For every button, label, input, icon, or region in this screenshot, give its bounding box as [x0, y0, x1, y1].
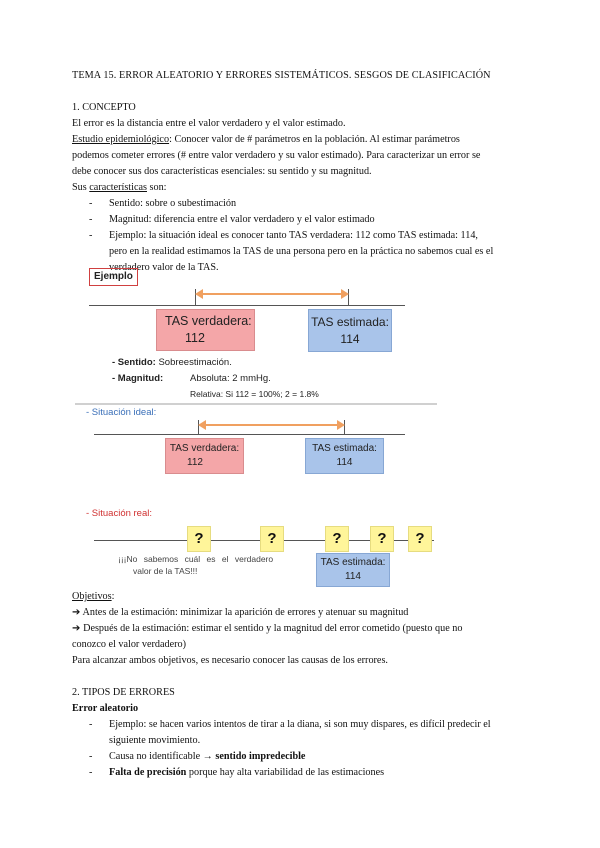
bullet-ejemplo-line3: verdadero valor de la TAS. [109, 262, 219, 273]
objetivo-antes: ➔ Antes de la estimación: minimizar la aparición de errores y atenuar su magnitud [72, 607, 409, 618]
section-heading-tipos: 2. TIPOS DE ERRORES [72, 687, 175, 698]
paragraph-caracteristicas [72, 180, 167, 196]
objetivo-despues-line1: ➔ Después de la estimación: estimar el sentido y la magnitud del error cometido (puesto que no [72, 623, 463, 634]
bullet-precision [109, 765, 384, 781]
caracteristicas-pre: Sus [72, 182, 90, 193]
precision-bold: Falta de precisión [109, 767, 187, 778]
precision-text: porque hay alta variabilidad de las estimaciones [186, 767, 385, 778]
bullet-ejemplo-line2: pero en la realidad estimamos la TAS de una persona pero en la práctica no sabemos cual es el [109, 246, 494, 257]
page-title: TEMA 15. ERROR ALEATORIO Y ERRORES SISTEMÁTICOS. SESGOS DE CLASIFICACIÓN [72, 70, 491, 81]
objetivos-label: Objetivos [72, 591, 112, 602]
arrowhead-right [341, 289, 349, 299]
estimated-value-number: 114 [340, 332, 360, 346]
sentido-label: - Sentido: [112, 357, 156, 368]
real-estimated-label: TAS estimada: [320, 557, 386, 568]
ideal-true-label: TAS verdadera: [169, 443, 240, 454]
true-value-label: TAS verdadera: [165, 314, 252, 328]
question-mark-box: ? [260, 526, 284, 552]
section-heading-concepto: 1. CONCEPTO [72, 102, 136, 113]
paragraph-estudio-line3: debe conocer sus dos características esenciales: su sentido y su magnitud. [72, 166, 372, 177]
objetivo-despues-line2: conozco el valor verdadero) [72, 639, 186, 650]
question-mark-box: ? [187, 526, 211, 552]
subheading-error-aleatorio: Error aleatorio [72, 703, 139, 714]
real-estimated-number: 114 [345, 571, 361, 582]
ideal-estimated-label: TAS estimada: [312, 443, 377, 454]
arrowhead-right [337, 420, 345, 430]
bullet-ejemplo-line1: Ejemplo: la situación ideal es conocer tanto TAS verdadera: 112 como TAS estimada: 114, [109, 230, 478, 241]
bullet-diana-line1: Ejemplo: se hacen varios intentos de tirar a la diana, si son muy dispares, es difícil predecir el [109, 719, 491, 730]
real-estimated-box [316, 553, 390, 587]
ideal-estimated-number: 114 [336, 457, 353, 468]
bullet-dash: - [89, 767, 93, 778]
estimated-value-box [308, 309, 392, 352]
sentido-row [112, 356, 232, 369]
bullet-causa [109, 749, 305, 765]
true-value-box [156, 309, 255, 351]
question-mark-box: ? [325, 526, 349, 552]
estimated-value-label: TAS estimada: [311, 315, 389, 329]
ideal-axis-line [94, 434, 405, 435]
bullet-dash: - [89, 214, 93, 225]
causa-bold: sentido impredecible [215, 751, 306, 762]
bullet-dash: - [89, 751, 93, 762]
question-mark-box: ? [370, 526, 394, 552]
causa-text: Causa no identificable → [109, 751, 216, 762]
unknown-note-line2: valor de la TAS!!! [133, 566, 198, 576]
bullet-sentido: Sentido: sobre o subestimación [109, 198, 237, 209]
estudio-text-1: : Conocer valor de # parámetros en la población. Al estimar parámetros [169, 134, 460, 145]
ideal-difference-arrow [205, 424, 338, 426]
ideal-estimated-box [305, 438, 384, 474]
paragraph-estudio [72, 132, 460, 148]
caracteristicas-post: son: [146, 182, 167, 193]
ejemplo-label: Ejemplo [89, 268, 138, 286]
bullet-dash: - [89, 198, 93, 209]
objetivos-closing: Para alcanzar ambos objetivos, es necesario conocer las causas de los errores. [72, 655, 388, 666]
arrowhead-left [195, 289, 203, 299]
magnitud-absoluta: Absoluta: 2 mmHg. [190, 373, 271, 384]
paragraph-estudio-line2: podemos cometer errores (# entre valor verdadero y su valor estimado). Para caracterizar un error se [72, 150, 481, 161]
caracteristicas-label: características [89, 182, 147, 193]
ideal-true-number: 112 [187, 457, 203, 468]
objetivos-heading [72, 589, 114, 605]
difference-arrow [202, 293, 342, 295]
sentido-value: Sobreestimación. [155, 357, 232, 368]
arrowhead-left [198, 420, 206, 430]
objetivos-colon: : [111, 591, 115, 602]
axis-line [89, 305, 405, 306]
question-mark-box: ? [408, 526, 432, 552]
real-label: - Situación real: [86, 508, 153, 519]
paragraph-definition: El error es la distancia entre el valor verdadero y el valor estimado. [72, 118, 346, 129]
ideal-label: - Situación ideal: [86, 407, 157, 418]
bullet-magnitud: Magnitud: diferencia entre el valor verdadero y el valor estimado [109, 214, 375, 225]
true-value-number: 112 [185, 331, 205, 345]
estudio-label: Estudio epidemiológico [72, 134, 170, 145]
bullet-dash: - [89, 719, 93, 730]
bullet-diana-line2: siguiente movimiento. [109, 735, 201, 746]
bullet-dash: - [89, 230, 93, 241]
figure-top-rule [75, 403, 437, 405]
magnitud-label: - Magnitud: [112, 373, 164, 384]
unknown-note-line1: ¡¡¡No sabemos cuál es el verdadero [118, 554, 274, 564]
magnitud-relativa: Relativa: Si 112 = 100%; 2 = 1.8% [190, 389, 319, 399]
ideal-true-box [165, 438, 244, 474]
